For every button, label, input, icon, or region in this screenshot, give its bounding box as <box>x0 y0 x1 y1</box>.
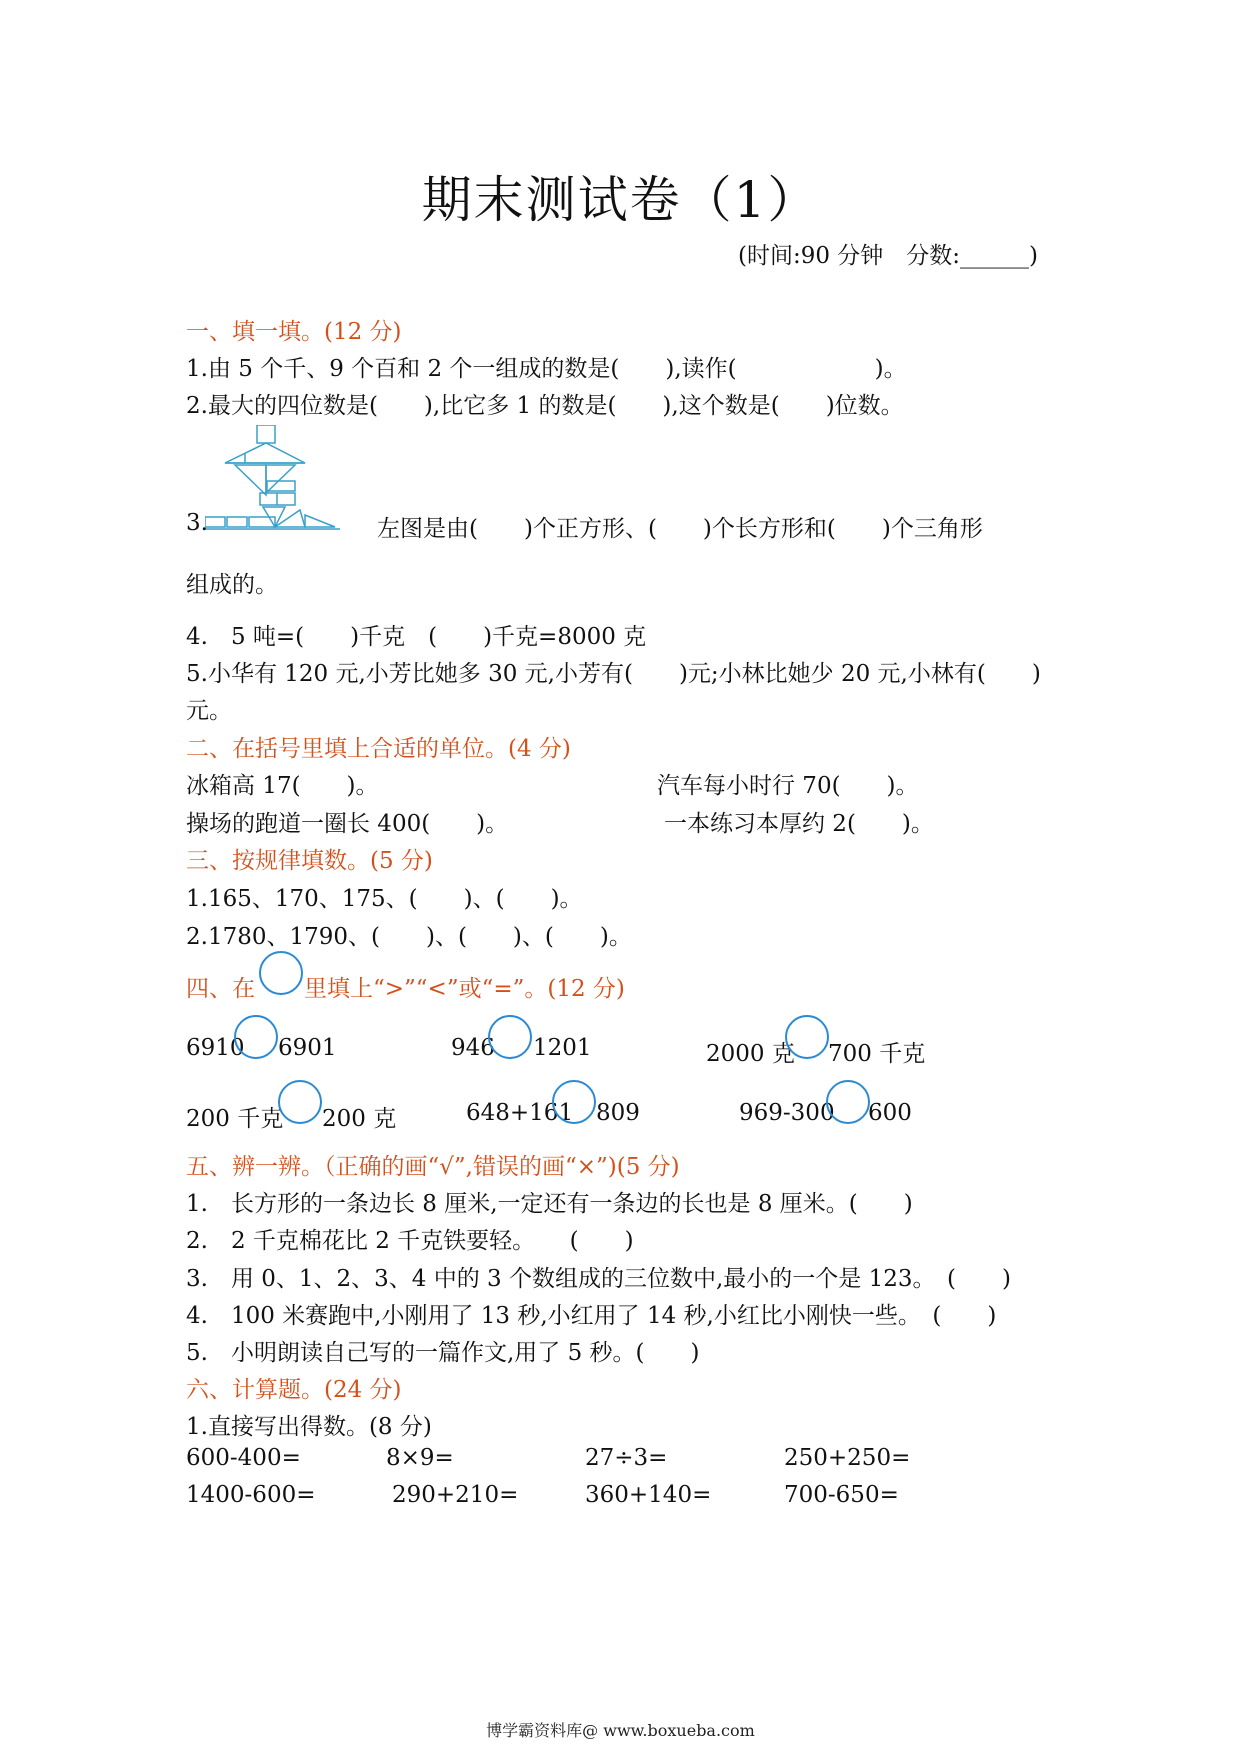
calc-item: 250+250= <box>784 1445 911 1471</box>
compare-circle-icon[interactable] <box>826 1080 870 1124</box>
s4-left-value: 969-300 <box>739 1100 835 1126</box>
s1-question-5: 5.小华有 120 元,小芳比她多 30 元,小芳有( )元;小林比她少 20 元,小林有( ) <box>186 661 1041 687</box>
s2-item-notebook: 一本练习本厚约 2( )。 <box>664 811 934 837</box>
s4-left-value: 200 千克 <box>186 1106 284 1132</box>
s1-question-2: 2.最大的四位数是( ),比它多 1 的数是( ),这个数是( )位数。 <box>186 393 904 419</box>
s4-right-value: 200 克 <box>322 1106 397 1132</box>
calc-item: 27÷3= <box>585 1445 668 1471</box>
s4-right-value: 700 千克 <box>828 1041 926 1067</box>
s2-item-car: 汽车每小时行 70( )。 <box>657 773 919 799</box>
s4-right-value: 600 <box>868 1100 912 1126</box>
compare-circle-icon[interactable] <box>552 1080 596 1124</box>
section-1-heading: 一、填一填。(12 分) <box>186 319 402 345</box>
section-2-heading: 二、在括号里填上合适的单位。(4 分) <box>186 736 571 762</box>
compare-circle-icon <box>259 951 303 995</box>
s5-question-5: 5. 小明朗读自己写的一篇作文,用了 5 秒。( ) <box>186 1340 700 1366</box>
section-4-heading-end: 里填上“>”“<”或“=”。(12 分) <box>304 976 625 1002</box>
s1-question-3-continued: 组成的。 <box>186 572 278 598</box>
s4-left-value: 648+161 <box>466 1100 574 1126</box>
s6-subheading: 1.直接写出得数。(8 分) <box>186 1414 432 1440</box>
compare-circle-icon[interactable] <box>278 1080 322 1124</box>
tangram-figure <box>205 425 340 535</box>
compare-circle-icon[interactable] <box>488 1015 532 1059</box>
s1-question-5-continued: 元。 <box>186 698 232 724</box>
s3-question-1: 1.165、170、175、( )、( )。 <box>186 886 583 912</box>
s4-left-value: 2000 克 <box>706 1041 795 1067</box>
s1-question-3: 左图是由( )个正方形、( )个长方形和( )个三角形 <box>377 516 983 542</box>
footer-watermark: 博学霸资料库@ www.boxueba.com <box>486 1721 755 1740</box>
s1-question-4: 4. 5 吨=( )千克 ( )千克=8000 克 <box>186 624 647 650</box>
exam-meta: (时间:90 分钟 分数:______) <box>738 243 1039 269</box>
calc-item: 8×9= <box>386 1445 454 1471</box>
compare-circle-icon[interactable] <box>785 1015 829 1059</box>
s5-question-3: 3. 用 0、1、2、3、4 中的 3 个数组成的三位数中,最小的一个是 123。 ( ) <box>186 1266 1011 1292</box>
s1-question-1: 1.由 5 个千、9 个百和 2 个一组成的数是( ),读作( )。 <box>186 356 907 382</box>
s4-right-value: 6901 <box>278 1035 337 1061</box>
s4-left-value: 946 <box>451 1035 495 1061</box>
calc-item: 290+210= <box>392 1482 519 1508</box>
s5-question-1: 1. 长方形的一条边长 8 厘米,一定还有一条边的长也是 8 厘米。( ) <box>186 1191 913 1217</box>
calc-item: 1400-600= <box>186 1482 316 1508</box>
section-6-heading: 六、计算题。(24 分) <box>186 1377 402 1403</box>
s4-left-value: 6910 <box>186 1035 245 1061</box>
s2-item-track: 操场的跑道一圈长 400( )。 <box>186 811 509 837</box>
section-4-heading-start: 四、在 <box>186 976 255 1002</box>
s3-question-2: 2.1780、1790、( )、( )、( )。 <box>186 924 632 950</box>
s5-question-2: 2. 2 千克棉花比 2 千克铁要轻。 ( ) <box>186 1228 634 1254</box>
section-5-heading: 五、辨一辨。（正确的画“√”,错误的画“×”)(5 分) <box>186 1154 680 1180</box>
calc-item: 360+140= <box>585 1482 712 1508</box>
page-title: 期末测试卷（1） <box>421 171 820 229</box>
s5-question-4: 4. 100 米赛跑中,小刚用了 13 秒,小红用了 14 秒,小红比小刚快一些。 ( ) <box>186 1303 997 1329</box>
s2-item-fridge: 冰箱高 17( )。 <box>186 773 379 799</box>
s1-question-3-number: 3. <box>186 510 208 536</box>
calc-item: 600-400= <box>186 1445 301 1471</box>
s4-right-value: 1201 <box>533 1035 592 1061</box>
compare-circle-icon[interactable] <box>234 1015 278 1059</box>
calc-item: 700-650= <box>784 1482 899 1508</box>
section-3-heading: 三、按规律填数。(5 分) <box>186 848 433 874</box>
s4-right-value: 809 <box>596 1100 640 1126</box>
